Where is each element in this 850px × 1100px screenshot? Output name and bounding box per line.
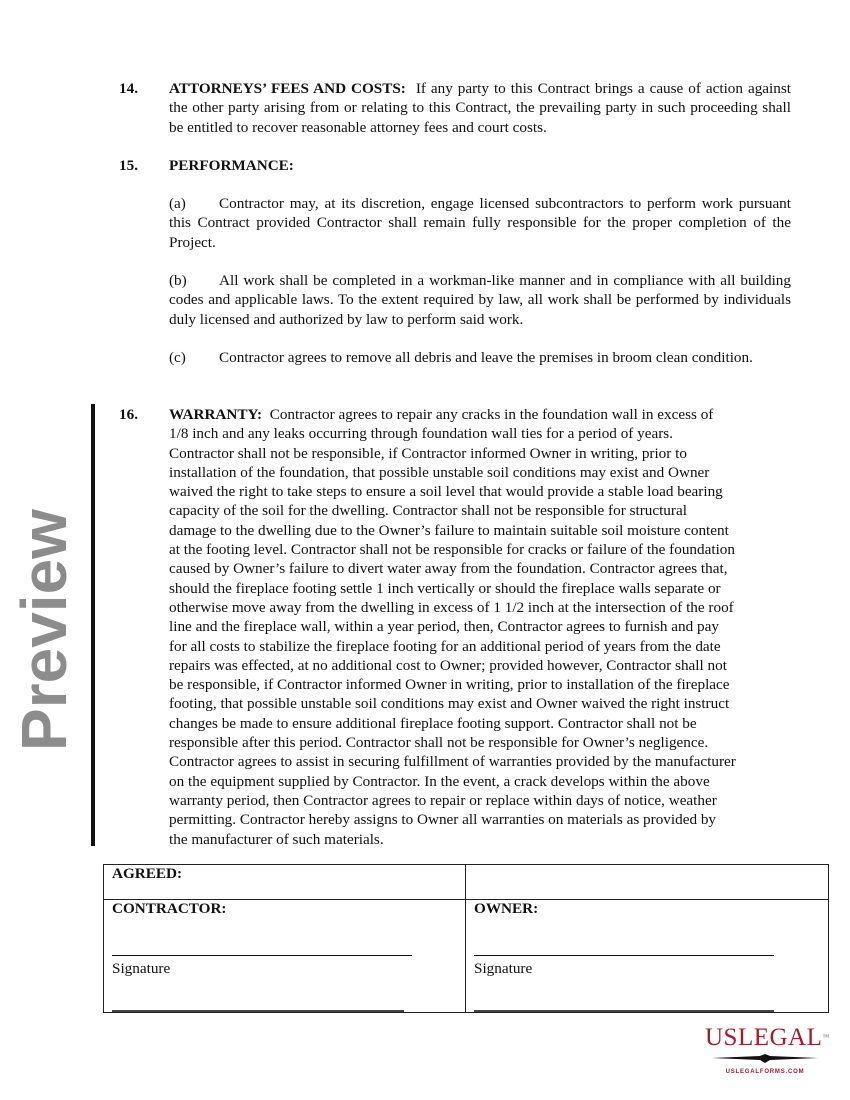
- section-15: [119, 156, 791, 175]
- logo-wordmark: [705, 1024, 830, 1051]
- warranty-line: on the equipment supplied by Contractor. In the event, a crack develops within the above: [169, 772, 710, 790]
- warranty-line: caused by Owner’s failure to divert water away from the foundation. Contractor agrees that,: [169, 560, 728, 578]
- warranty-line: for all costs to stabilize the fireplace footing for an additional period of years from the date: [169, 637, 721, 655]
- section-lead: Contractor agrees to repair any cracks in the foundation wall in excess of: [269, 406, 714, 423]
- warranty-line: waived the right to take steps to ensure a soil level that would provide a stable load bearing: [169, 483, 723, 501]
- section-title: WARRANTY:: [169, 406, 263, 423]
- warranty-line: responsible after this period. Contractor shall not be responsible for Owner’s negligence.: [169, 734, 709, 752]
- agreed-label: AGREED:: [112, 865, 183, 882]
- warranty-line: permitting. Contractor hereby assigns to Owner all warranties on materials as provided by: [169, 811, 717, 829]
- section-number: 15.: [119, 157, 138, 174]
- warranty-line: Contractor shall not be responsible, if Contractor informed Owner in writing, prior to: [169, 444, 687, 462]
- uslegal-logo[interactable]: [705, 1024, 830, 1075]
- contractor-signature-line[interactable]: [112, 955, 412, 956]
- eagle-wings-icon: [710, 1054, 820, 1063]
- subsection-label: (c): [169, 349, 186, 366]
- preview-watermark: [4, 430, 84, 830]
- section-14: [119, 79, 791, 137]
- agreed-cell: [104, 865, 466, 900]
- trademark-symbol: ™: [822, 1033, 830, 1041]
- owner-signature-line[interactable]: [474, 955, 774, 956]
- warranty-line: line and the fireplace wall, within a year period, then, Contractor agrees to furnish and pay: [169, 618, 719, 636]
- section-body: [169, 79, 791, 137]
- section-body: [169, 405, 799, 849]
- warranty-line: capacity of the soil for the dwelling. Contractor shall not be responsible for structural: [169, 502, 687, 520]
- warranty-line: changes be made to ensure additional fireplace footing support. Contractor shall not be: [169, 714, 697, 732]
- section-body: [169, 156, 791, 175]
- warranty-line: 1/8 inch and any leaks occurring through foundation wall ties for a period of years.: [169, 425, 673, 443]
- logo-name: USLEGAL: [705, 1024, 823, 1051]
- warranty-line: warranty period, then Contractor agrees to repair or replace within days of notice, weather: [169, 791, 717, 809]
- subsection-text: Contractor agrees to remove all debris and leave the premises in broom clean condition.: [219, 349, 753, 366]
- warranty-line: installation of the foundation, that possible unstable soil conditions may exist and Owner: [169, 463, 710, 481]
- empty-cell: [466, 865, 829, 900]
- warranty-line: should the fireplace footing settle 1 inch vertically or should the fireplace walls separate or: [169, 579, 721, 597]
- logo-url: USLEGALFORMS.COM: [725, 1069, 805, 1075]
- warranty-line: the manufacturer of such materials.: [169, 830, 384, 848]
- owner-cell[interactable]: [466, 900, 829, 1013]
- warranty-line: repairs was effected, at no additional cost to Owner; provided however, Contractor shall not: [169, 656, 727, 674]
- owner-signature-label: Signature: [474, 960, 533, 977]
- subsection-c: [119, 348, 791, 367]
- contractor-label: CONTRACTOR:: [112, 900, 227, 917]
- signature-table: [103, 864, 829, 1013]
- revision-change-bar: [91, 404, 95, 846]
- warranty-lines: [169, 424, 799, 849]
- subsection-label: (a): [169, 195, 186, 212]
- warranty-line: Contractor agrees to assist in securing fulfillment of warranties provided by the manufacturer: [169, 753, 736, 771]
- section-number: 16.: [119, 406, 138, 423]
- warranty-line: otherwise move away from the dwelling in excess of 1 1/2 inch at the intersection of the roof: [169, 598, 734, 616]
- subsection-text: Contractor may, at its discretion, engage licensed subcontractors to perform work pursuant this Contract provided Contractor shall remain fully responsible for the proper completion of the Project.: [169, 195, 791, 251]
- subsection-text: All work shall be completed in a workman-like manner and in compliance with all building codes and applicable laws. To the extent required by law, all work shall be performed by individuals duly licensed and authorized by law to perform said work.: [169, 272, 791, 328]
- section-number: 14.: [119, 80, 138, 97]
- watermark-text: Preview: [8, 509, 80, 751]
- warranty-line: at the footing level. Contractor shall not be responsible for cracks or failure of the foundation: [169, 541, 735, 559]
- contractor-cell[interactable]: [104, 900, 466, 1013]
- warranty-first-line: [169, 405, 799, 424]
- contractor-date-line[interactable]: [112, 1010, 404, 1012]
- contractor-signature-label: Signature: [112, 960, 171, 977]
- section-title: ATTORNEYS’ FEES AND COSTS:: [169, 80, 406, 97]
- warranty-line: be responsible, if Contractor informed Owner in writing, prior to installation of the fireplace: [169, 676, 730, 694]
- subsection-a: [119, 194, 791, 252]
- owner-label: OWNER:: [474, 900, 539, 917]
- owner-date-line[interactable]: [474, 1010, 774, 1012]
- section-16: [119, 405, 799, 849]
- subsection-label: (b): [169, 272, 187, 289]
- section-title: PERFORMANCE:: [169, 157, 294, 174]
- warranty-line: footing, that possible unstable soil conditions may exist and Owner waived the right instruct: [169, 695, 730, 713]
- section-text: If any party to this Contract brings a cause of action against the other party arising from or relating to this Contract, the prevailing party in such proceeding shall be entitled to recover reasonable attorney fees and court costs.: [169, 80, 791, 136]
- subsection-b: [119, 271, 791, 329]
- warranty-line: damage to the dwelling due to the Owner’s failure to maintain suitable soil moisture content: [169, 521, 729, 539]
